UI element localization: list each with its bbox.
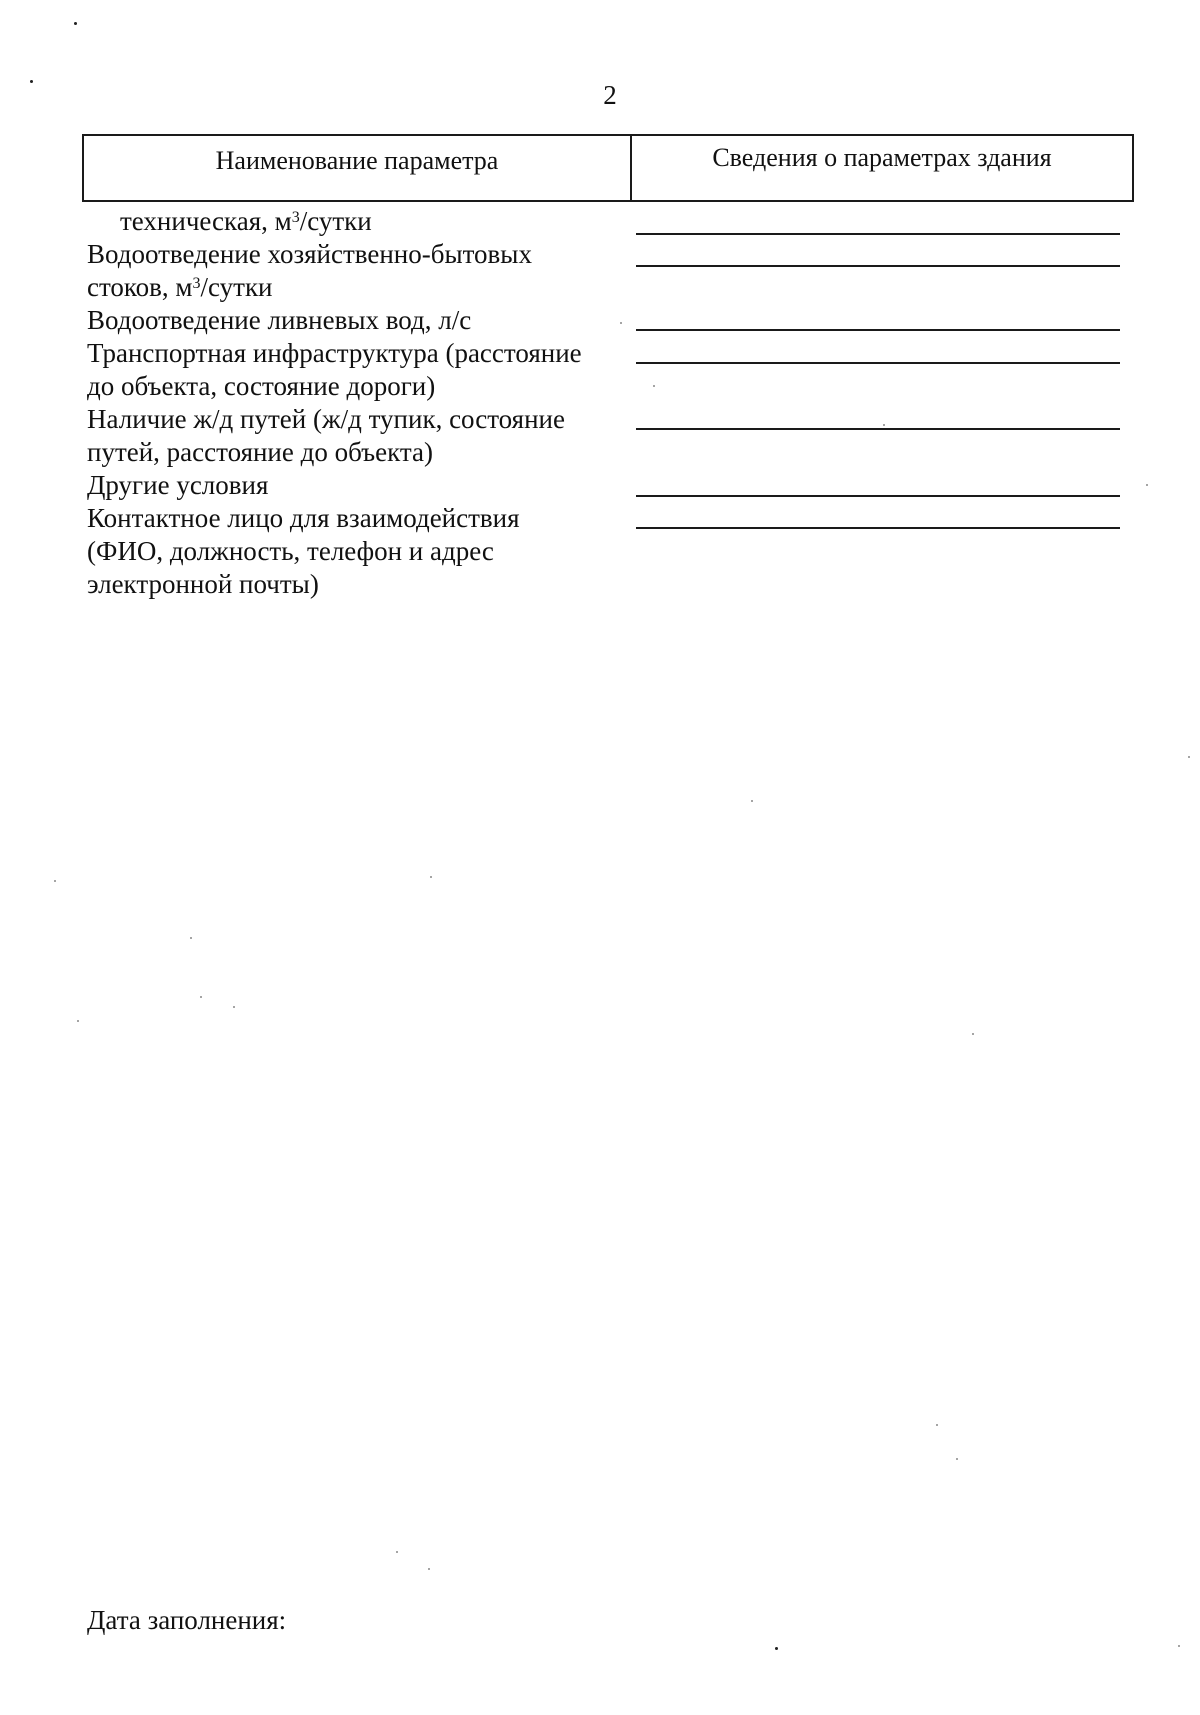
row-other-conditions: Другие условия	[87, 470, 269, 500]
page-number: 2	[603, 80, 617, 110]
superscript: 3	[192, 275, 201, 292]
row-label: техническая, м	[120, 206, 292, 236]
fill-line-technical-water[interactable]	[636, 233, 1120, 235]
row-household-sewage-line2	[87, 271, 273, 304]
scan-speck	[54, 880, 56, 882]
scan-speck	[233, 1006, 235, 1008]
row-technical-water	[120, 205, 372, 238]
fill-line-contact-person[interactable]	[636, 527, 1120, 529]
scan-speck	[428, 1568, 430, 1570]
scan-speck	[74, 22, 77, 25]
scan-speck	[1188, 756, 1190, 758]
scan-speck	[653, 385, 655, 387]
row-contact-person: Контактное лицо для взаимодействия	[87, 503, 520, 533]
scan-speck	[77, 1020, 79, 1022]
fill-line-transport[interactable]	[636, 362, 1120, 364]
scan-speck	[30, 80, 33, 83]
scan-speck	[430, 876, 432, 878]
table-header	[82, 134, 1134, 202]
row-railway: Наличие ж/д путей (ж/д тупик, состояние	[87, 404, 565, 434]
superscript: 3	[291, 209, 300, 226]
row-transport-line2: до объекта, состояние дороги)	[87, 371, 436, 401]
scan-speck	[775, 1647, 778, 1650]
row-storm-water: Водоотведение ливневых вод, л/с	[87, 305, 472, 335]
row-transport: Транспортная инфраструктура (расстояние	[87, 338, 582, 368]
scan-speck	[972, 1033, 974, 1035]
scan-speck	[396, 1551, 398, 1553]
row-contact-person-line2: (ФИО, должность, телефон и адрес	[87, 536, 494, 566]
row-contact-person-line3: электронной почты)	[87, 569, 319, 599]
scan-speck	[200, 996, 202, 998]
fill-line-household-sewage[interactable]	[636, 265, 1120, 267]
row-label-tail: /сутки	[299, 206, 372, 236]
header-param-info: Сведения о параметрах здания	[712, 143, 1052, 172]
scan-speck	[883, 424, 885, 426]
header-param-name: Наименование параметра	[84, 136, 632, 200]
fill-line-storm-water[interactable]	[636, 329, 1120, 331]
row-household-sewage: Водоотведение хозяйственно-бытовых	[87, 239, 532, 269]
scan-speck	[620, 322, 622, 324]
fill-line-railway[interactable]	[636, 428, 1120, 430]
scan-speck	[1146, 484, 1148, 486]
row-railway-line2: путей, расстояние до объекта)	[87, 437, 433, 467]
scan-speck	[1178, 1645, 1180, 1647]
row-label: стоков, м	[87, 272, 193, 302]
fill-line-other-conditions[interactable]	[636, 495, 1120, 497]
date-filled-label: Дата заполнения:	[87, 1605, 287, 1635]
scan-speck	[936, 1424, 938, 1426]
scan-speck	[751, 800, 753, 802]
row-label-tail: /сутки	[200, 272, 273, 302]
scan-speck	[956, 1458, 958, 1460]
scan-speck	[190, 937, 192, 939]
